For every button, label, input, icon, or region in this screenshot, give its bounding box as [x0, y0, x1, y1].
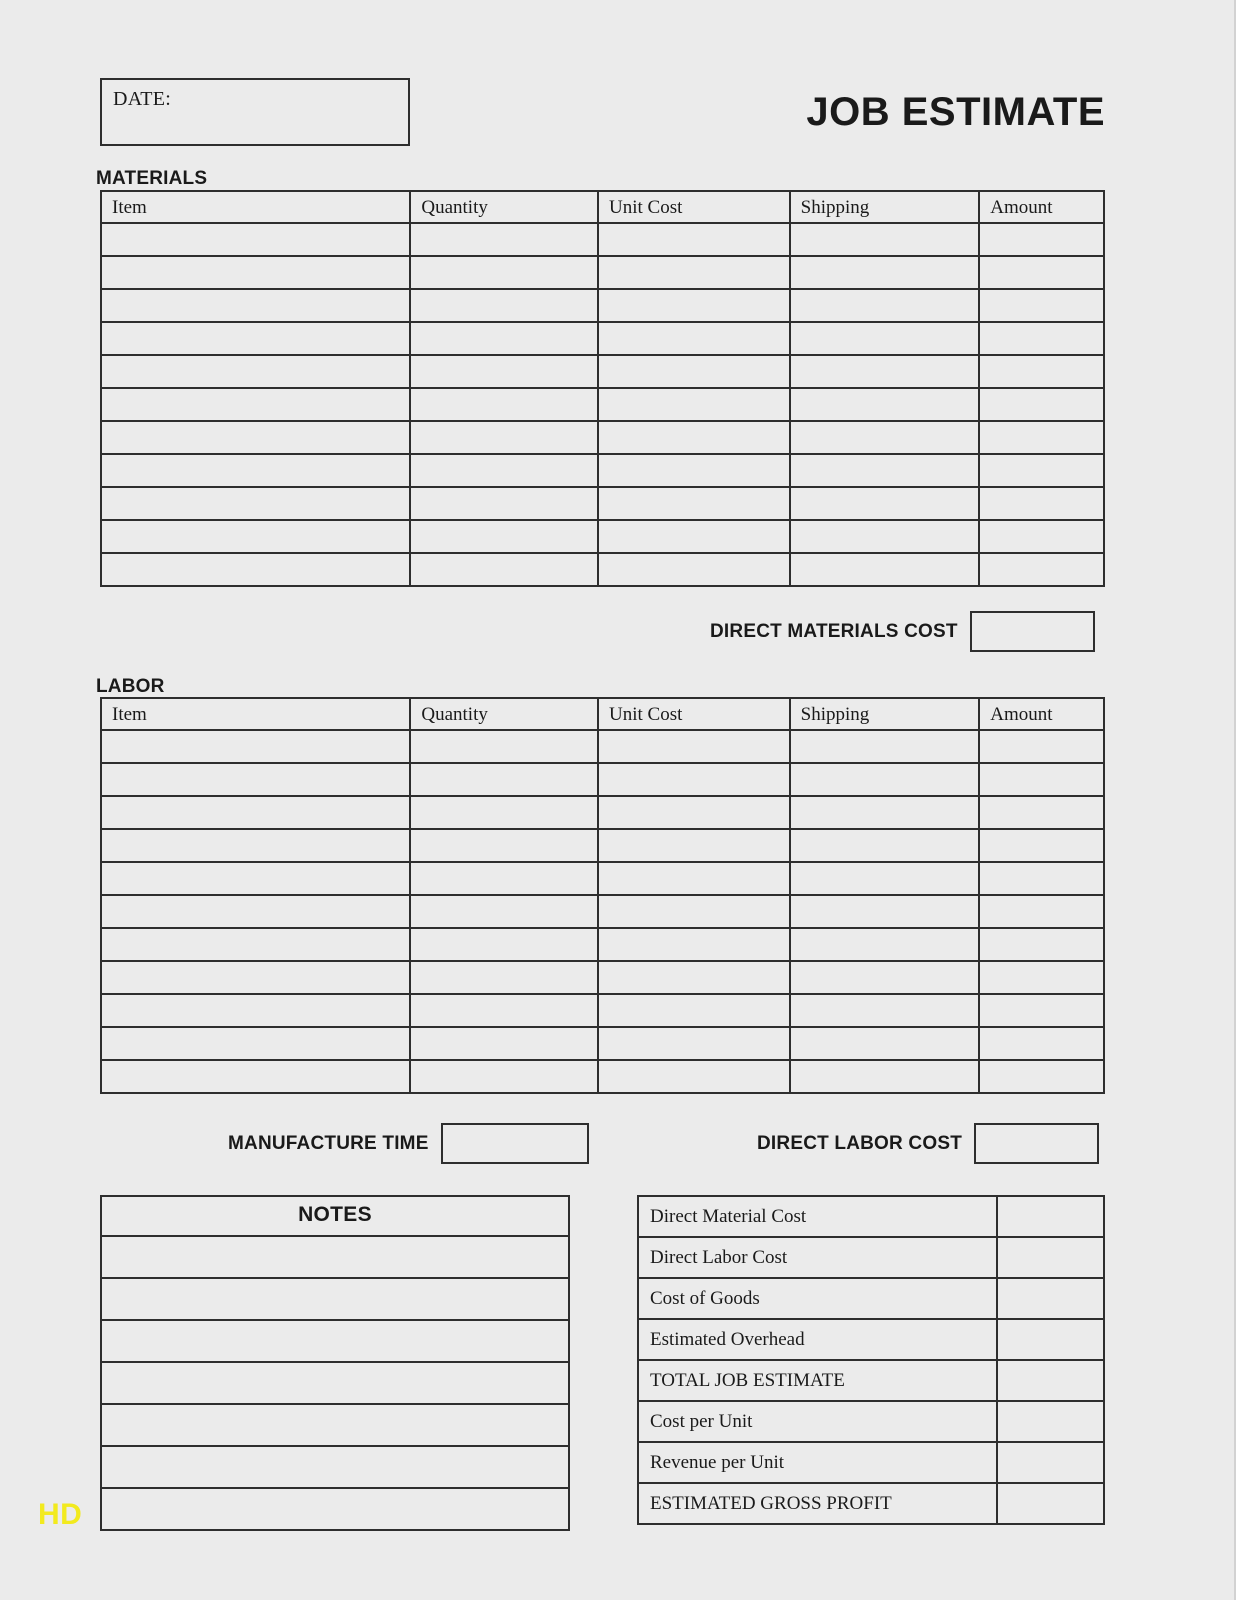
summary-row-value[interactable] — [998, 1484, 1105, 1525]
cell-item[interactable] — [102, 257, 411, 290]
cell-shipping[interactable] — [791, 488, 981, 521]
direct-materials-cost-group — [710, 611, 1095, 652]
cell-shipping[interactable] — [791, 1061, 981, 1094]
summary-row-label: Cost per Unit — [639, 1402, 998, 1443]
cell-quantity[interactable] — [411, 797, 599, 830]
cell-quantity[interactable] — [411, 896, 599, 929]
cell-unit-cost[interactable] — [599, 1028, 791, 1061]
cell-item[interactable] — [102, 422, 411, 455]
direct-labor-cost-label: DIRECT LABOR COST — [757, 1132, 963, 1154]
cell-item[interactable] — [102, 764, 411, 797]
table-header-row — [102, 699, 1105, 731]
cell-item[interactable] — [102, 224, 411, 257]
cell-unit-cost[interactable] — [599, 962, 791, 995]
notes-row[interactable] — [102, 1447, 570, 1489]
table-header-row — [102, 192, 1105, 224]
cell-item[interactable] — [102, 554, 411, 587]
cell-shipping[interactable] — [791, 521, 981, 554]
cell-unit-cost[interactable] — [599, 731, 791, 764]
cell-amount[interactable] — [980, 455, 1105, 488]
cell-unit-cost[interactable] — [599, 929, 791, 962]
cell-shipping[interactable] — [791, 257, 981, 290]
cell-shipping[interactable] — [791, 731, 981, 764]
hd-watermark: HD — [38, 1498, 83, 1531]
cell-shipping[interactable] — [791, 830, 981, 863]
cell-item[interactable] — [102, 488, 411, 521]
table-row — [102, 962, 1105, 995]
summary-row-label: Cost of Goods — [639, 1279, 998, 1320]
table-row — [102, 323, 1105, 356]
cell-amount[interactable] — [980, 830, 1105, 863]
cell-amount[interactable] — [980, 323, 1105, 356]
cell-quantity[interactable] — [411, 830, 599, 863]
cell-quantity[interactable] — [411, 257, 599, 290]
table-row — [102, 1061, 1105, 1094]
table-row — [102, 731, 1105, 764]
cell-amount[interactable] — [980, 863, 1105, 896]
cell-shipping[interactable] — [791, 389, 981, 422]
summary-row — [639, 1238, 1105, 1279]
manufacture-time-group — [228, 1123, 589, 1164]
summary-row-label: ESTIMATED GROSS PROFIT — [639, 1484, 998, 1525]
materials-table — [100, 190, 1105, 587]
cell-amount[interactable] — [980, 389, 1105, 422]
table-row — [102, 797, 1105, 830]
cell-amount[interactable] — [980, 1028, 1105, 1061]
column-header-amount: Amount — [980, 192, 1105, 224]
cell-amount[interactable] — [980, 554, 1105, 587]
cell-item[interactable] — [102, 929, 411, 962]
table-row — [102, 896, 1105, 929]
cell-shipping[interactable] — [791, 863, 981, 896]
table-row — [102, 863, 1105, 896]
table-row — [102, 290, 1105, 323]
cell-item[interactable] — [102, 863, 411, 896]
cell-unit-cost[interactable] — [599, 323, 791, 356]
cell-shipping[interactable] — [791, 554, 981, 587]
table-row — [102, 422, 1105, 455]
summary-row-value[interactable] — [998, 1238, 1105, 1279]
cell-item[interactable] — [102, 521, 411, 554]
cell-quantity[interactable] — [411, 224, 599, 257]
cell-quantity[interactable] — [411, 1028, 599, 1061]
date-field[interactable] — [100, 78, 410, 146]
summary-row-label: Revenue per Unit — [639, 1443, 998, 1484]
cell-amount[interactable] — [980, 731, 1105, 764]
notes-row[interactable] — [102, 1363, 570, 1405]
table-row — [102, 356, 1105, 389]
cell-item[interactable] — [102, 1028, 411, 1061]
cell-shipping[interactable] — [791, 290, 981, 323]
column-header-shipping: Shipping — [791, 699, 981, 731]
table-row — [102, 521, 1105, 554]
cell-amount[interactable] — [980, 521, 1105, 554]
direct-materials-cost-field[interactable] — [970, 611, 1095, 652]
cell-item[interactable] — [102, 356, 411, 389]
notes-table — [100, 1195, 570, 1531]
cell-quantity[interactable] — [411, 521, 599, 554]
summary-row — [639, 1197, 1105, 1238]
cell-shipping[interactable] — [791, 995, 981, 1028]
cell-unit-cost[interactable] — [599, 224, 791, 257]
cell-quantity[interactable] — [411, 455, 599, 488]
cell-item[interactable] — [102, 995, 411, 1028]
cell-shipping[interactable] — [791, 323, 981, 356]
cell-shipping[interactable] — [791, 797, 981, 830]
cell-quantity[interactable] — [411, 356, 599, 389]
summary-row — [639, 1320, 1105, 1361]
notes-row[interactable] — [102, 1489, 570, 1531]
cell-item[interactable] — [102, 389, 411, 422]
cell-quantity[interactable] — [411, 731, 599, 764]
notes-row[interactable] — [102, 1237, 570, 1279]
cell-shipping[interactable] — [791, 356, 981, 389]
cell-amount[interactable] — [980, 1061, 1105, 1094]
summary-row — [639, 1443, 1105, 1484]
cell-shipping[interactable] — [791, 1028, 981, 1061]
cell-quantity[interactable] — [411, 764, 599, 797]
section-label-materials: MATERIALS — [96, 168, 208, 189]
cell-unit-cost[interactable] — [599, 356, 791, 389]
cell-amount[interactable] — [980, 290, 1105, 323]
manufacture-time-label: MANUFACTURE TIME — [228, 1132, 429, 1154]
cell-unit-cost[interactable] — [599, 764, 791, 797]
cell-unit-cost[interactable] — [599, 257, 791, 290]
direct-materials-cost-label: DIRECT MATERIALS COST — [710, 620, 958, 642]
summary-table — [637, 1195, 1105, 1525]
summary-row-label: TOTAL JOB ESTIMATE — [639, 1361, 998, 1402]
cell-quantity[interactable] — [411, 389, 599, 422]
summary-row-value[interactable] — [998, 1361, 1105, 1402]
summary-row-value[interactable] — [998, 1320, 1105, 1361]
cell-amount[interactable] — [980, 962, 1105, 995]
column-header-unit-cost: Unit Cost — [599, 192, 791, 224]
cell-item[interactable] — [102, 896, 411, 929]
column-header-item: Item — [102, 699, 411, 731]
cell-quantity[interactable] — [411, 1061, 599, 1094]
cell-amount[interactable] — [980, 422, 1105, 455]
cell-item[interactable] — [102, 962, 411, 995]
summary-row — [639, 1361, 1105, 1402]
section-label-labor: LABOR — [96, 676, 165, 697]
table-row — [102, 554, 1105, 587]
summary-row-value[interactable] — [998, 1402, 1105, 1443]
cell-amount[interactable] — [980, 224, 1105, 257]
cell-quantity[interactable] — [411, 290, 599, 323]
cell-quantity[interactable] — [411, 962, 599, 995]
table-row — [102, 764, 1105, 797]
cell-item[interactable] — [102, 830, 411, 863]
cell-amount[interactable] — [980, 764, 1105, 797]
notes-row[interactable] — [102, 1405, 570, 1447]
cell-quantity[interactable] — [411, 863, 599, 896]
cell-shipping[interactable] — [791, 422, 981, 455]
page-title: JOB ESTIMATE — [806, 90, 1105, 134]
cell-quantity[interactable] — [411, 422, 599, 455]
cell-shipping[interactable] — [791, 764, 981, 797]
cell-amount[interactable] — [980, 488, 1105, 521]
summary-row-value[interactable] — [998, 1279, 1105, 1320]
cell-unit-cost[interactable] — [599, 1061, 791, 1094]
manufacture-time-field[interactable] — [441, 1123, 589, 1164]
cell-unit-cost[interactable] — [599, 389, 791, 422]
cell-shipping[interactable] — [791, 929, 981, 962]
column-header-quantity: Quantity — [411, 192, 599, 224]
cell-unit-cost[interactable] — [599, 290, 791, 323]
summary-row-label: Direct Labor Cost — [639, 1238, 998, 1279]
cell-item[interactable] — [102, 797, 411, 830]
table-row — [102, 488, 1105, 521]
table-row — [102, 830, 1105, 863]
cell-quantity[interactable] — [411, 995, 599, 1028]
cell-unit-cost[interactable] — [599, 422, 791, 455]
cell-unit-cost[interactable] — [599, 521, 791, 554]
column-header-unit-cost: Unit Cost — [599, 699, 791, 731]
cell-quantity[interactable] — [411, 554, 599, 587]
cell-unit-cost[interactable] — [599, 488, 791, 521]
cell-amount[interactable] — [980, 896, 1105, 929]
column-header-amount: Amount — [980, 699, 1105, 731]
table-row — [102, 224, 1105, 257]
cell-amount[interactable] — [980, 356, 1105, 389]
table-row — [102, 1028, 1105, 1061]
cell-amount[interactable] — [980, 257, 1105, 290]
cell-unit-cost[interactable] — [599, 455, 791, 488]
table-row — [102, 389, 1105, 422]
notes-row[interactable] — [102, 1279, 570, 1321]
summary-row-label: Estimated Overhead — [639, 1320, 998, 1361]
summary-row-value[interactable] — [998, 1443, 1105, 1484]
column-header-item: Item — [102, 192, 411, 224]
summary-row-label: Direct Material Cost — [639, 1197, 998, 1238]
cell-unit-cost[interactable] — [599, 863, 791, 896]
summary-row-value[interactable] — [998, 1197, 1105, 1238]
cell-amount[interactable] — [980, 929, 1105, 962]
cell-unit-cost[interactable] — [599, 554, 791, 587]
date-label: DATE: — [113, 88, 172, 110]
cell-item[interactable] — [102, 455, 411, 488]
summary-row — [639, 1279, 1105, 1320]
table-row — [102, 257, 1105, 290]
cell-shipping[interactable] — [791, 962, 981, 995]
labor-table — [100, 697, 1105, 1094]
cell-amount[interactable] — [980, 797, 1105, 830]
cell-unit-cost[interactable] — [599, 995, 791, 1028]
table-row — [102, 995, 1105, 1028]
cell-quantity[interactable] — [411, 929, 599, 962]
cell-item[interactable] — [102, 731, 411, 764]
table-row — [102, 929, 1105, 962]
cell-unit-cost[interactable] — [599, 896, 791, 929]
direct-labor-cost-group — [757, 1123, 1099, 1164]
cell-unit-cost[interactable] — [599, 797, 791, 830]
cell-unit-cost[interactable] — [599, 830, 791, 863]
cell-shipping[interactable] — [791, 896, 981, 929]
cell-item[interactable] — [102, 323, 411, 356]
summary-row — [639, 1484, 1105, 1525]
form-header — [100, 78, 1105, 146]
cell-amount[interactable] — [980, 995, 1105, 1028]
cell-quantity[interactable] — [411, 488, 599, 521]
cell-item[interactable] — [102, 1061, 411, 1094]
column-header-shipping: Shipping — [791, 192, 981, 224]
cell-shipping[interactable] — [791, 455, 981, 488]
cell-shipping[interactable] — [791, 224, 981, 257]
notes-row[interactable] — [102, 1321, 570, 1363]
table-row — [102, 455, 1105, 488]
direct-labor-cost-field[interactable] — [974, 1123, 1099, 1164]
notes-header: NOTES — [102, 1197, 570, 1237]
column-header-quantity: Quantity — [411, 699, 599, 731]
cell-item[interactable] — [102, 290, 411, 323]
cell-quantity[interactable] — [411, 323, 599, 356]
summary-row — [639, 1402, 1105, 1443]
